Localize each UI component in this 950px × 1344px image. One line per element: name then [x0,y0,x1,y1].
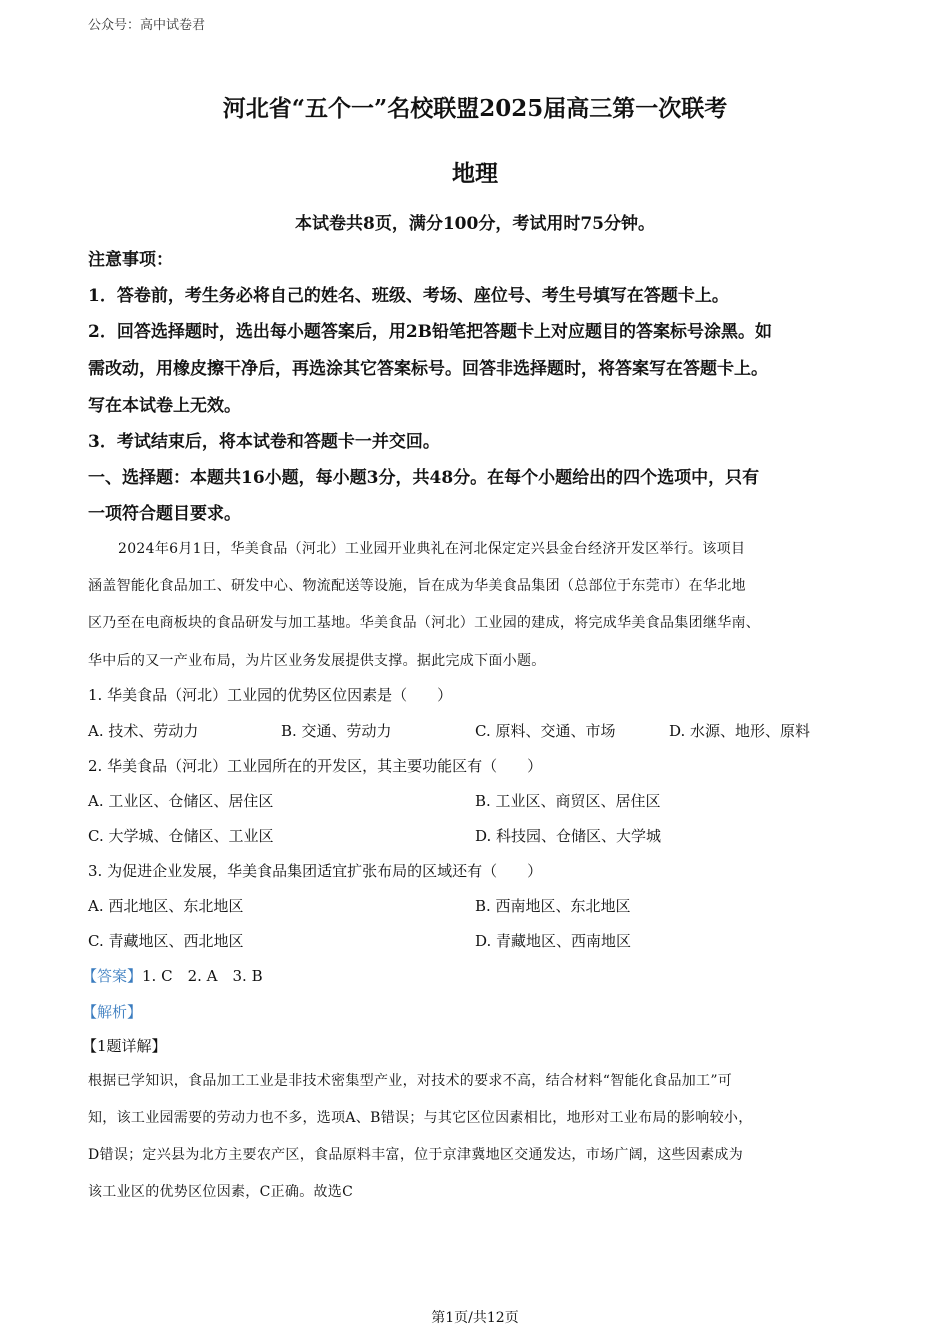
passage-line: 区乃至在电商板块的食品研发与加工基地。华美食品（河北）工业园的建成，将完成华美食品集团继华南、 [88,615,761,631]
passage-line: 涵盖智能化食品加工、研发中心、物流配送等设施，旨在成为华美食品集团（总部位于东莞市）在华北地 [88,578,746,594]
notice-item: 需改动，用橡皮擦干净后，再选涂其它答案标号。回答非选择题时，将答案写在答题卡上。 [88,359,768,379]
option: D. 科技园、仓储区、大学城 [475,827,662,845]
answer-line [82,965,263,986]
notice-title: 注意事项： [88,250,173,270]
option: A. 技术、劳动力 [88,722,199,740]
exam-title: 河北省“五个一”名校联盟2025届高三第一次联考 [222,95,728,122]
option: B. 工业区、商贸区、居住区 [475,792,661,810]
option: B. 西南地区、东北地区 [475,897,631,915]
explanation-line: 知，该工业园需要的劳动力也不多，选项A、B错误；与其它区位因素相比，地形对工业布局的影响较小， [88,1110,753,1126]
option: D. 水源、地形、原料 [669,722,811,740]
page-footer: 第1页/共12页 [431,1310,519,1326]
exam-info: 本试卷共8页，满分100分，考试用时75分钟。 [295,214,655,234]
section-heading: 一项符合题目要求。 [88,504,241,524]
option: B. 交通、劳动力 [281,722,392,740]
detail-label: 【1题详解】 [82,1037,167,1055]
explanation-line: D错误；定兴县为北方主要农产区，食品原料丰富，位于京津冀地区交通发达，市场广阔，这些因素成为 [88,1147,744,1163]
question-stem: 3. 为促进企业发展，华美食品集团适宜扩张布局的区域还有（ ） [88,862,543,880]
option: C. 大学城、仓储区、工业区 [88,827,274,845]
subject-title: 地理 [452,160,498,187]
answer-label: 【答案】 [82,967,143,985]
answer-text: 1. C 2. A 3. B [142,967,263,985]
option: A. 西北地区、东北地区 [88,897,244,915]
explanation-line: 该工业区的优势区位因素，C正确。故选C [88,1184,354,1200]
option: C. 原料、交通、市场 [475,722,616,740]
analysis-label: 【解析】 [82,1003,143,1021]
notice-item: 1．答卷前，考生务必将自己的姓名、班级、考场、座位号、考生号填写在答题卡上。 [88,286,729,306]
section-heading: 一、选择题：本题共16小题，每小题3分，共48分。在每个小题给出的四个选项中，只有 [88,468,760,488]
notice-item: 2．回答选择题时，选出每小题答案后，用2B铅笔把答题卡上对应题目的答案标号涂黑。如 [88,322,773,342]
passage-line: 华中后的又一产业布局，为片区业务发展提供支撑。据此完成下面小题。 [88,653,546,669]
passage-line: 2024年6月1日，华美食品（河北）工业园开业典礼在河北保定定兴县金台经济开发区举行。该项目 [118,541,746,557]
option: A. 工业区、仓储区、居住区 [88,792,274,810]
notice-item: 写在本试卷上无效。 [88,396,241,416]
page-header: 公众号：高中试卷君 [88,18,206,33]
option: C. 青藏地区、西北地区 [88,932,244,950]
question-stem: 1. 华美食品（河北）工业园的优势区位因素是（ ） [88,686,453,704]
question-stem: 2. 华美食品（河北）工业园所在的开发区，其主要功能区有（ ） [88,757,543,775]
notice-item: 3．考试结束后，将本试卷和答题卡一并交回。 [88,432,440,452]
explanation-line: 根据已学知识，食品加工工业是非技术密集型产业，对技术的要求不高，结合材料“智能化食品加工”可 [88,1073,733,1089]
option: D. 青藏地区、西南地区 [475,932,632,950]
